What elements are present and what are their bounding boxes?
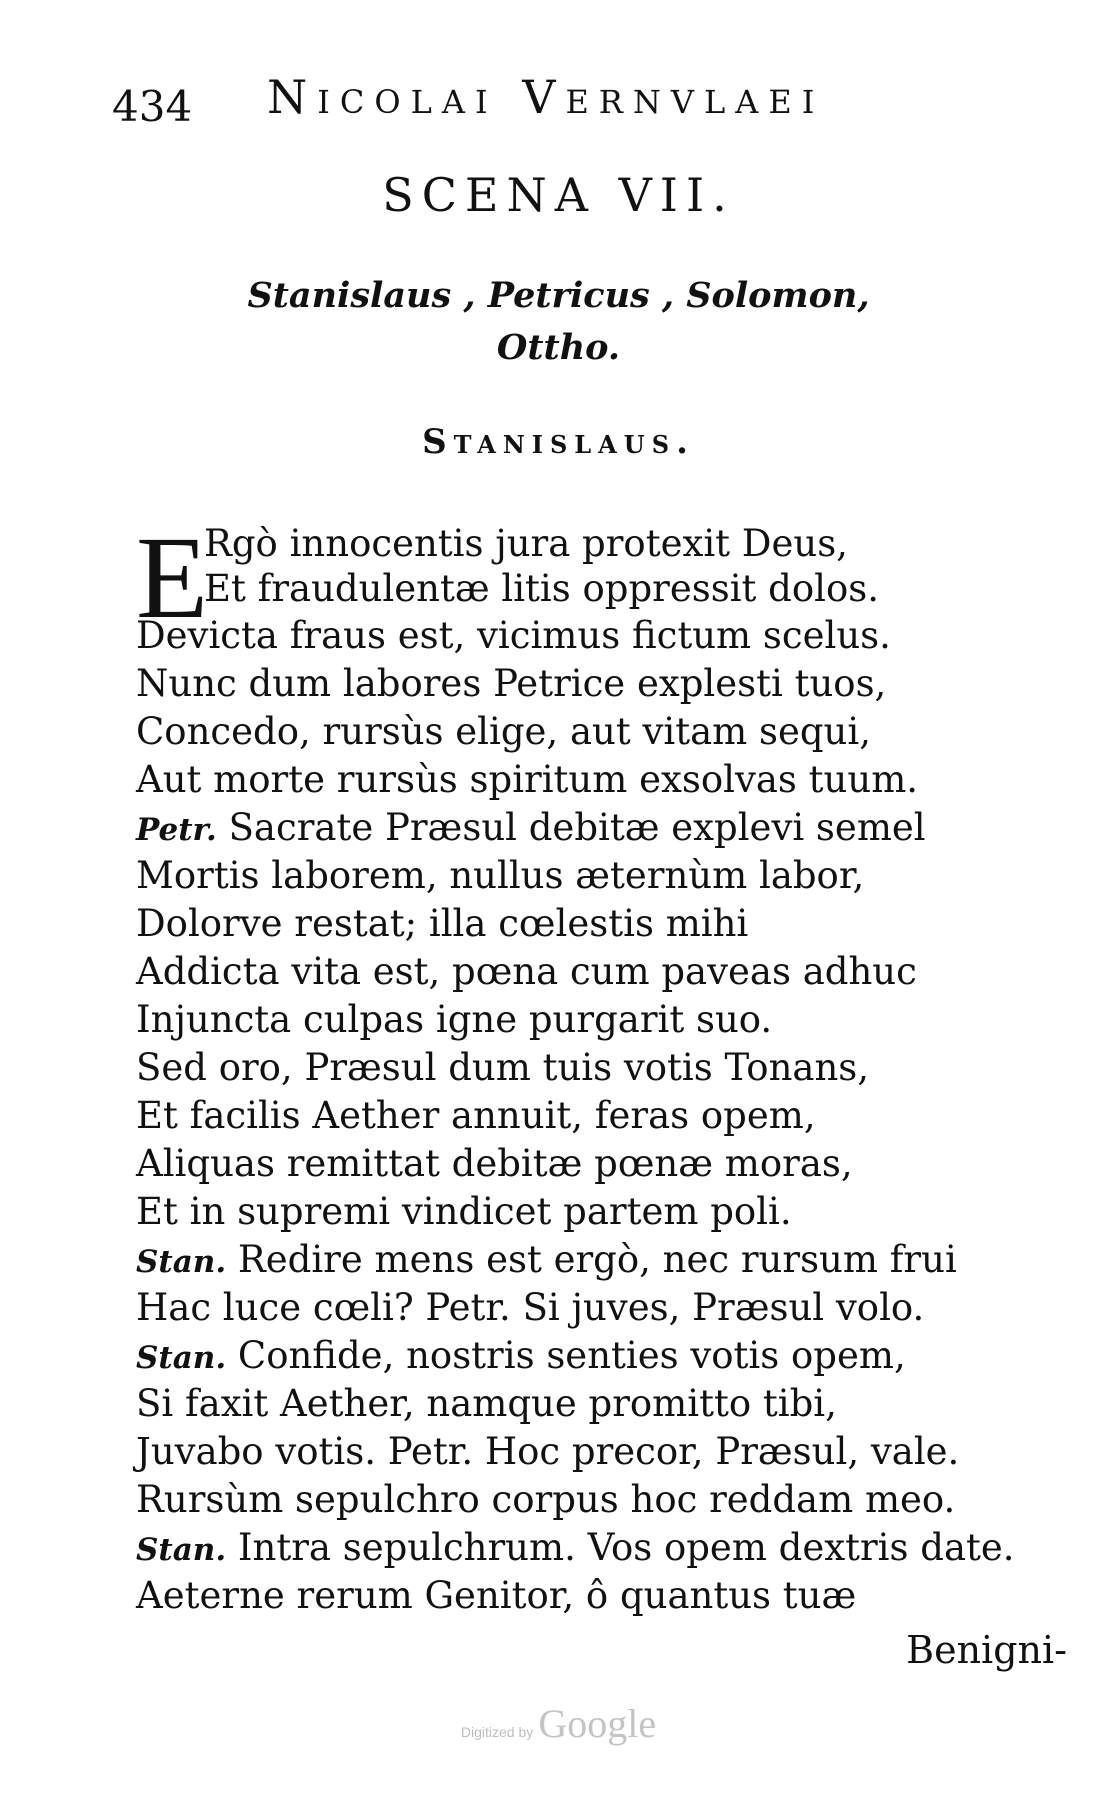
speaker-label: Stan. xyxy=(136,1340,227,1376)
line-text: Aeterne rerum Genitor, ô quantus tuæ xyxy=(136,1574,857,1617)
speaker-label: Stan. xyxy=(136,1244,227,1280)
verse-line xyxy=(136,1332,906,1380)
line-text: Mortis laborem, nullus æternùm labor, xyxy=(136,854,865,897)
cast-line-2: Ottho. xyxy=(496,327,621,368)
scene-title: SCENA VII. xyxy=(382,168,735,222)
verse-line xyxy=(136,852,864,900)
line-text: Confide, nostris senties votis opem, xyxy=(237,1334,906,1377)
verse-line xyxy=(136,1140,853,1188)
line-text: Hac luce cœli? Petr. Si juves, Præsul volo. xyxy=(136,1286,925,1329)
running-title: Nicolai Vernvlaei xyxy=(267,70,825,124)
verse-line xyxy=(136,1044,869,1092)
line-text: Addicta vita est, pœna cum paveas adhuc xyxy=(136,950,917,993)
line-text: Et facilis Aether annuit, feras opem, xyxy=(136,1094,816,1137)
cast-list xyxy=(0,270,1117,374)
line-text: Et in supremi vindicet partem poli. xyxy=(136,1190,792,1233)
verse-line xyxy=(136,612,891,660)
page-number: 434 xyxy=(112,82,193,131)
verse-line xyxy=(204,565,879,613)
catchword: Benigni- xyxy=(906,1628,1067,1672)
verse-line xyxy=(136,900,748,948)
line-text: Et fraudulentæ litis oppressit dolos. xyxy=(204,567,879,610)
line-text: Si faxit Aether, namque promitto tibi, xyxy=(136,1382,837,1425)
line-text: Intra sepulchrum. Vos opem dextris date. xyxy=(237,1526,1015,1569)
digitized-by-text: Digitized by xyxy=(460,1724,534,1740)
verse-line xyxy=(136,1284,924,1332)
verse-line xyxy=(136,1236,957,1284)
speaker-heading: Stanislaus. xyxy=(422,422,695,462)
verse-line xyxy=(136,1380,837,1428)
line-text: Sed oro, Præsul dum tuis votis Tonans, xyxy=(136,1046,870,1089)
line-text: Devicta fraus est, vicimus fictum scelus. xyxy=(136,614,891,657)
line-text: Aut morte rursùs spiritum exsolvas tuum. xyxy=(136,758,919,801)
line-text: Dolorve restat; illa cœlestis mihi xyxy=(136,902,749,945)
verse-line xyxy=(204,520,848,568)
verse-line xyxy=(136,1524,1015,1572)
page-header xyxy=(112,62,872,131)
verse-line xyxy=(136,1572,856,1620)
verse-line xyxy=(136,660,886,708)
verse-line xyxy=(136,804,926,852)
verse-line xyxy=(136,996,772,1044)
verse-line xyxy=(136,756,918,804)
line-text: Redire mens est ergò, nec rursum frui xyxy=(237,1238,957,1281)
speaker-label: Petr. xyxy=(136,812,217,848)
verse-line xyxy=(136,948,917,996)
verse-line xyxy=(136,1476,955,1524)
verse-line xyxy=(136,1092,816,1140)
line-text: Sacrate Præsul debitæ explevi semel xyxy=(228,806,926,849)
verse-line xyxy=(136,1188,792,1236)
line-text: Nunc dum labores Petrice explesti tuos, xyxy=(136,662,887,705)
drop-cap: E xyxy=(136,512,209,643)
cast-line-1: Stanislaus , Petricus , Solomon, xyxy=(247,275,870,316)
line-text: Rgò innocentis jura protexit Deus, xyxy=(204,522,848,565)
line-text: Rursùm sepulchro corpus hoc reddam meo. xyxy=(136,1478,956,1521)
verse-line xyxy=(136,708,871,756)
speaker-label: Stan. xyxy=(136,1532,227,1568)
line-text: Aliquas remittat debitæ pœnæ moras, xyxy=(136,1142,853,1185)
verse-line xyxy=(136,1428,959,1476)
line-text: Concedo, rursùs elige, aut vitam sequi, xyxy=(136,710,871,753)
digitization-watermark xyxy=(0,1700,1117,1747)
line-text: Juvabo votis. Petr. Hoc precor, Præsul, vale. xyxy=(136,1430,960,1473)
line-text: Injuncta culpas igne purgarit suo. xyxy=(136,998,773,1041)
google-logo: Google xyxy=(538,1701,657,1746)
